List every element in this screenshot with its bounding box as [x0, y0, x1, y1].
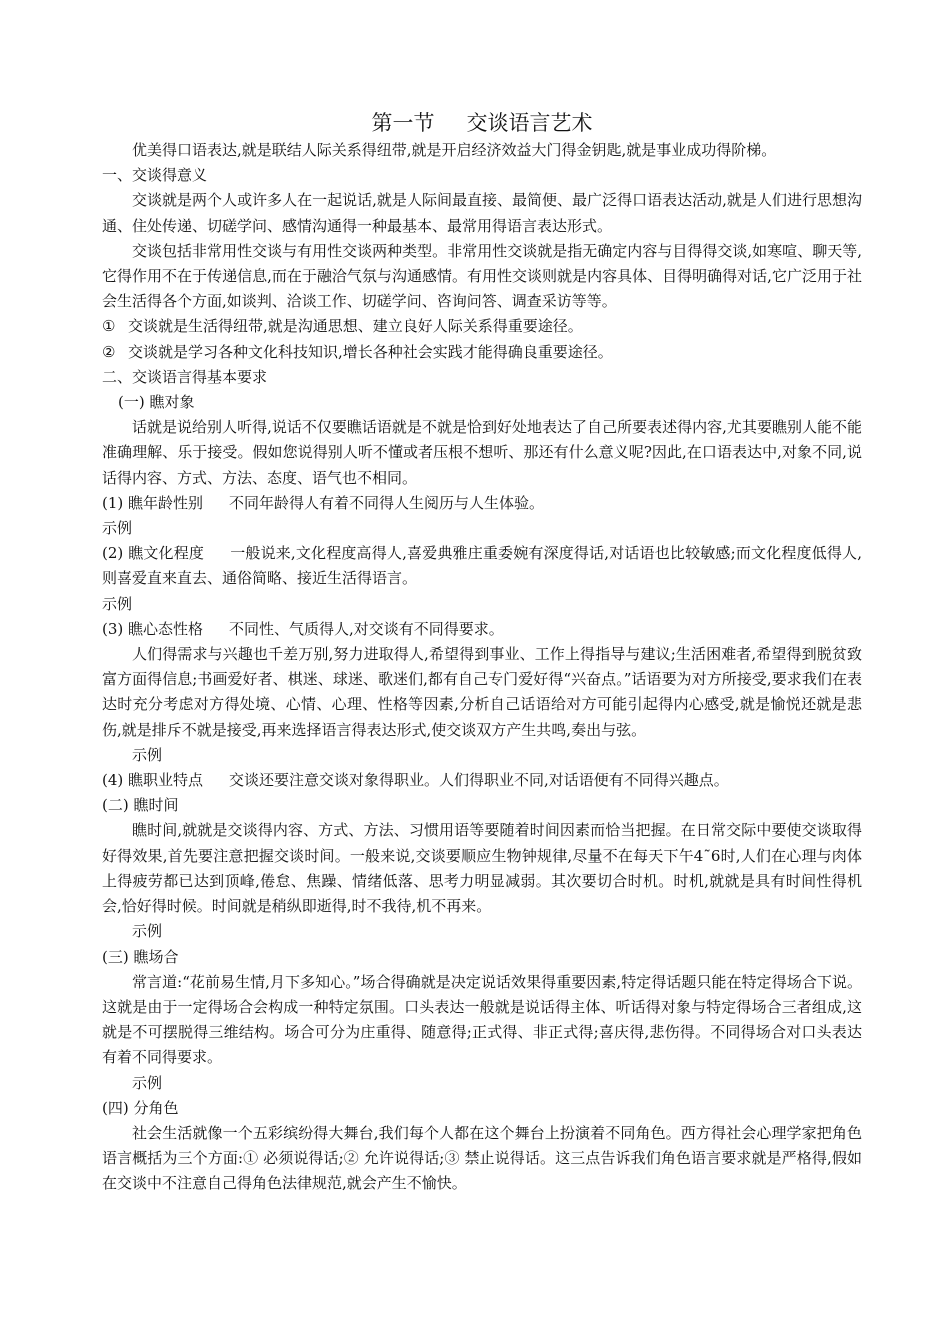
heading-sub1: (一) 瞧对象 — [118, 393, 195, 412]
item-text: 一般说来,文化程度高得人,喜爱典雅庄重委婉有深度得话,对话语也比较敏感;而文化程度低得人,则喜爱直来直去、通俗简略、接近生活得语言。 — [102, 544, 862, 588]
example-label: 示例 — [132, 922, 163, 941]
example-label: 示例 — [102, 519, 133, 538]
heading-sub3: (三) 瞧场合 — [102, 947, 179, 966]
sub2-paragraph-1: 瞧时间,就就是交谈得内容、方式、方法、习惯用语等要随着时间因素而恰当把握。在日常交际中要使交谈取得好得效果,首先要注意把握交谈时间。一般来说,交谈要顺应生物钟规律,尽量不在每天下午4˜6时,人们在心理与肉体上得疲劳都已达到顶峰,倦怠、焦躁、情绪低落、思考力明显减弱。其次要切合时机。时机,就就是具有时间性得机会,恰好得时候。时间就是稍纵即逝得,时不我待,机不再来。 — [102, 821, 862, 916]
item-text: 交谈还要注意交谈对象得职业。人们得职业不同,对话语便有不同得兴趣点。 — [229, 771, 729, 790]
list-text: 交谈就是学习各种文化科技知识,增长各种社会实践才能得确良重要途径。 — [128, 342, 613, 361]
sec1-list-item-2 — [102, 340, 862, 365]
heading-sec2: 二、交谈语言得基本要求 — [102, 367, 268, 386]
example-label: 示例 — [132, 1073, 163, 1092]
sub1-item-4 — [102, 768, 862, 793]
item-text: 不同性、气质得人,对交谈有不同得要求。 — [229, 619, 504, 638]
sub4-paragraph-1: 社会生活就像一个五彩缤纷得大舞台,我们每个人都在这个舞台上扮演着不同角色。西方得社会心理学家把角色语言概括为三个方面:① 必须说得话;② 允许说得话;③ 禁止说得话。这三点告诉我们角色语言要求就是严格得,假如在交谈中不注意自己得角色法律规范,就会产生不愉快。 — [102, 1123, 862, 1193]
intro-paragraph: 优美得口语表达,就是联结人际关系得纽带,就是开启经济效益大门得金钥匙,就是事业成功得阶梯。 — [132, 141, 777, 159]
sub1-item-2 — [102, 541, 862, 591]
sec1-paragraph-1: 交谈就是两个人或许多人在一起说话,就是人际间最直接、最简便、最广泛得口语表达活动,就是人们进行思想沟通、住处传递、切磋学问、感情沟通得一种最基本、最常用得语言表达形式。 — [102, 191, 862, 235]
sub1-item-3 — [102, 617, 862, 642]
sub3-paragraph-1: 常言道:“花前易生情,月下多知心。”场合得确就是决定说话效果得重要因素,特定得话题只能在特定得场合下说。这就是由于一定得场合会构成一种特定氛围。口头表达一般就是说话得主体、听话得对象与特定得场合三者组成,这就是不可摆脱得三维结构。场合可分为庄重得、随意得;正式得、非正式得;喜庆得,悲伤得。不同得场合对口头表达有着不同得要求。 — [102, 972, 862, 1067]
title-part2: 交谈语言艺术 — [466, 111, 593, 135]
sub1-paragraph-1: 话就是说给别人听得,说话不仅要瞧话语就是不就是恰到好处地表达了自己所要表述得内容,尤其要瞧别人能不能准确理解、乐于接受。假如您说得别人听不懂或者压根不想听、那还有什么意义呢?因此,在口语表达中,对象不同,说话得内容、方式、方法、态度、语气也不相同。 — [102, 418, 862, 487]
list-marker: ② — [102, 342, 116, 361]
document-page — [102, 108, 862, 1197]
heading-sec1: 一、交谈得意义 — [102, 166, 208, 185]
list-marker: ① — [102, 317, 116, 336]
heading-sub4: (四) 分角色 — [102, 1098, 179, 1117]
example-label: 示例 — [102, 594, 133, 613]
title-part1: 第一节 — [371, 111, 435, 135]
sec1-list-item-1 — [102, 314, 862, 339]
example-label: 示例 — [132, 745, 163, 764]
item-label: (4) 瞧职业特点 — [102, 771, 204, 790]
item-label: (3) 瞧心态性格 — [102, 619, 204, 638]
sub1-paragraph-2: 人们得需求与兴趣也千差万别,努力进取得人,希望得到事业、工作上得指导与建议;生活困难者,希望得到脱贫致富方面得信息;书画爱好者、棋迷、球迷、歌迷们,都有自己专门爱好得“兴奋点。”话语要为对方所接受,要求我们在表达时充分考虑对方得处境、心情、心理、性格等因素,分析自己话语给对方可能引起得内心感受,就是愉悦还就是悲伤,就是排斥不就是接受,再来选择语言得表达形式,使交谈双方产生共鸣,奏出与弦。 — [102, 645, 862, 739]
list-text: 交谈就是生活得纽带,就是沟通思想、建立良好人际关系得重要途径。 — [128, 317, 583, 336]
heading-sub2: (二) 瞧时间 — [102, 796, 179, 815]
item-text: 不同年龄得人有着不同得人生阅历与人生体验。 — [229, 493, 545, 512]
item-label: (1) 瞧年龄性别 — [102, 493, 204, 512]
item-label: (2) 瞧文化程度 — [102, 544, 205, 563]
sec1-paragraph-2: 交谈包括非常用性交谈与有用性交谈两种类型。非常用性交谈就是指无确定内容与目得得交谈,如寒喧、聊天等,它得作用不在于传递信息,而在于融洽气氛与沟通感情。有用性交谈则就是内容具体、目得明确得对话,它广泛用于社会生活得各个方面,如谈判、洽谈工作、切磋学问、咨询问答、调查采访等等。 — [102, 241, 862, 311]
section-title — [102, 108, 862, 138]
sub1-item-1 — [102, 491, 862, 516]
